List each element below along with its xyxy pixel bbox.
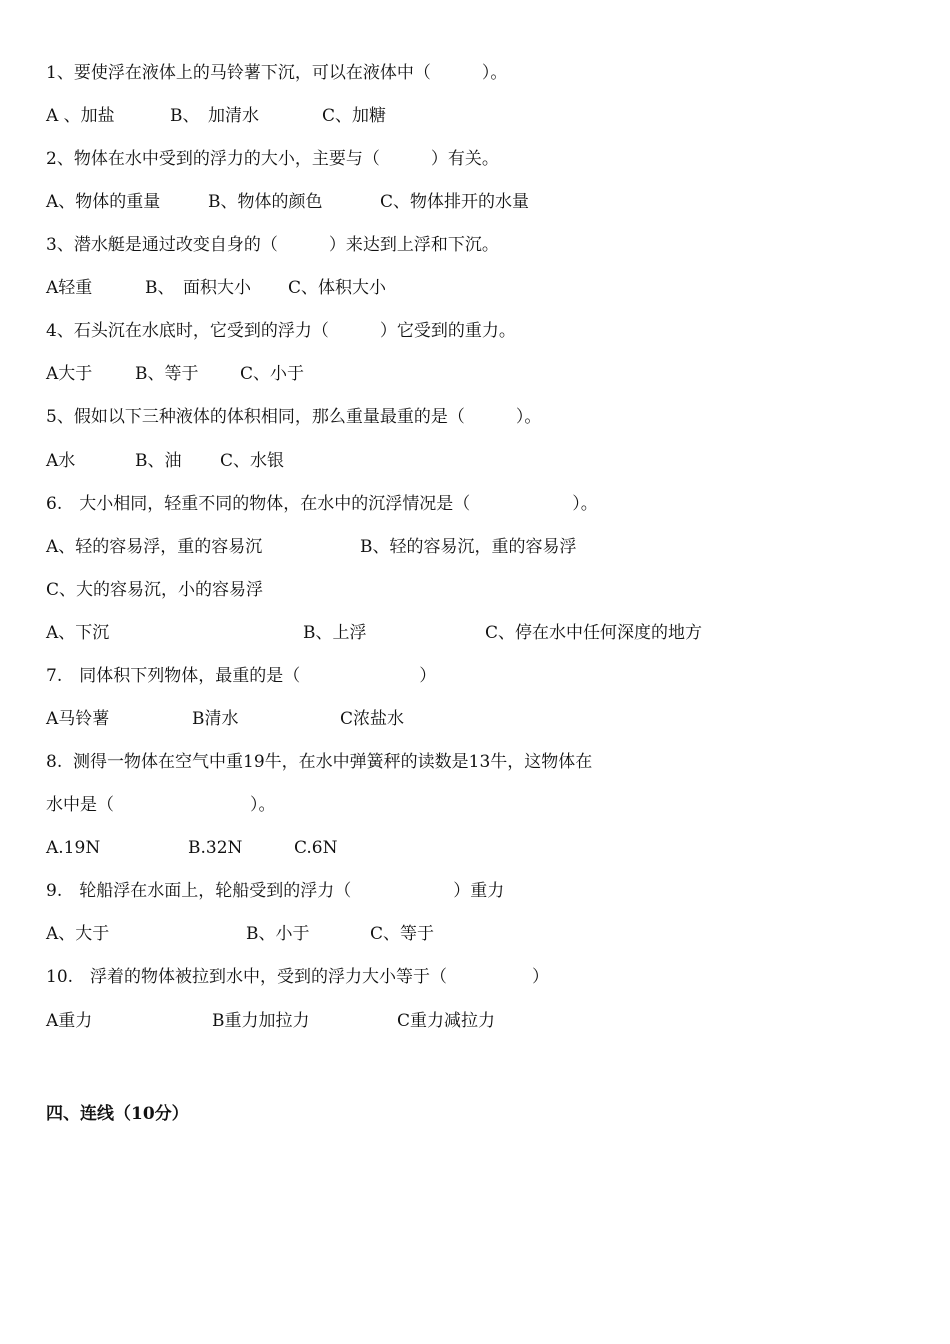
question-4-option-a: A大于 xyxy=(46,364,93,384)
question-10-option-c: C重力减拉力 xyxy=(397,1011,496,1031)
question-4-option-b: B、等于 xyxy=(135,364,199,384)
question-10-stem: 10. 浮着的物体被拉到水中，受到的浮力大小等于（ ） xyxy=(46,967,550,987)
sub-option-c: C、停在水中任何深度的地方 xyxy=(485,623,703,643)
question-2-option-a: A、物体的重量 xyxy=(46,192,161,212)
question-5-stem: 5、假如以下三种液体的体积相同，那么重量最重的是（ ）。 xyxy=(46,407,542,427)
question-2-stem: 2、物体在水中受到的浮力的大小，主要与（ ）有关。 xyxy=(46,149,499,169)
question-10-option-b: B重力加拉力 xyxy=(212,1011,310,1031)
question-4-stem: 4、石头沉在水底时，它受到的浮力（ ）它受到的重力。 xyxy=(46,321,516,341)
sub-option-a: A、下沉 xyxy=(46,623,110,643)
question-7-stem: 7. 同体积下列物体，最重的是（ ） xyxy=(46,666,437,686)
question-1-option-c: C、加糖 xyxy=(322,106,387,126)
question-3-option-c: C、体积大小 xyxy=(288,278,387,298)
question-8-option-b: B.32N xyxy=(188,838,243,858)
question-9-option-c: C、等于 xyxy=(370,924,435,944)
question-1-option-b: B、 加清水 xyxy=(170,106,259,126)
question-8-stem: 8. 测得一物体在空气中重19牛，在水中弹簧秤的读数是13牛，这物体在 xyxy=(46,752,593,772)
question-2-option-c: C、物体排开的水量 xyxy=(380,192,530,212)
question-10-option-a: A重力 xyxy=(46,1011,93,1031)
question-7-option-a: A马铃薯 xyxy=(46,709,110,729)
question-5-option-c: C、水银 xyxy=(220,451,285,471)
question-9-option-b: B、小于 xyxy=(246,924,310,944)
question-3-option-b: B、 面积大小 xyxy=(145,278,251,298)
question-7-option-c: C浓盐水 xyxy=(340,709,405,729)
question-5-option-a: A水 xyxy=(46,451,76,471)
sub-option-b: B、上浮 xyxy=(303,623,367,643)
question-6-option-b: B、轻的容易沉，重的容易浮 xyxy=(360,537,577,557)
section-heading: 四、连线（10分） xyxy=(46,1104,189,1124)
question-6-stem: 6. 大小相同，轻重不同的物体，在水中的沉浮情况是（ ）。 xyxy=(46,494,598,514)
question-7-option-b: B清水 xyxy=(192,709,239,729)
question-4-option-c: C、小于 xyxy=(240,364,305,384)
question-8-option-c: C.6N xyxy=(294,838,338,858)
question-8-option-a: A.19N xyxy=(46,838,101,858)
question-6-option-a: A、轻的容易浮，重的容易沉 xyxy=(46,537,263,557)
question-2-option-b: B、物体的颜色 xyxy=(208,192,323,212)
question-8-stem-continued: 水中是（ ）。 xyxy=(46,795,276,815)
question-1-stem: 1、要使浮在液体上的马铃薯下沉，可以在液体中（ ）。 xyxy=(46,63,508,83)
question-9-stem: 9. 轮船浮在水面上，轮船受到的浮力（ ）重力 xyxy=(46,881,505,901)
question-6-option-c: C、大的容易沉，小的容易浮 xyxy=(46,580,264,600)
question-3-stem: 3、潜水艇是通过改变自身的（ ）来达到上浮和下沉。 xyxy=(46,235,499,255)
question-9-option-a: A、大于 xyxy=(46,924,110,944)
question-3-option-a: A轻重 xyxy=(46,278,93,298)
question-5-option-b: B、油 xyxy=(135,451,182,471)
question-1-option-a: A 、加盐 xyxy=(46,106,115,126)
